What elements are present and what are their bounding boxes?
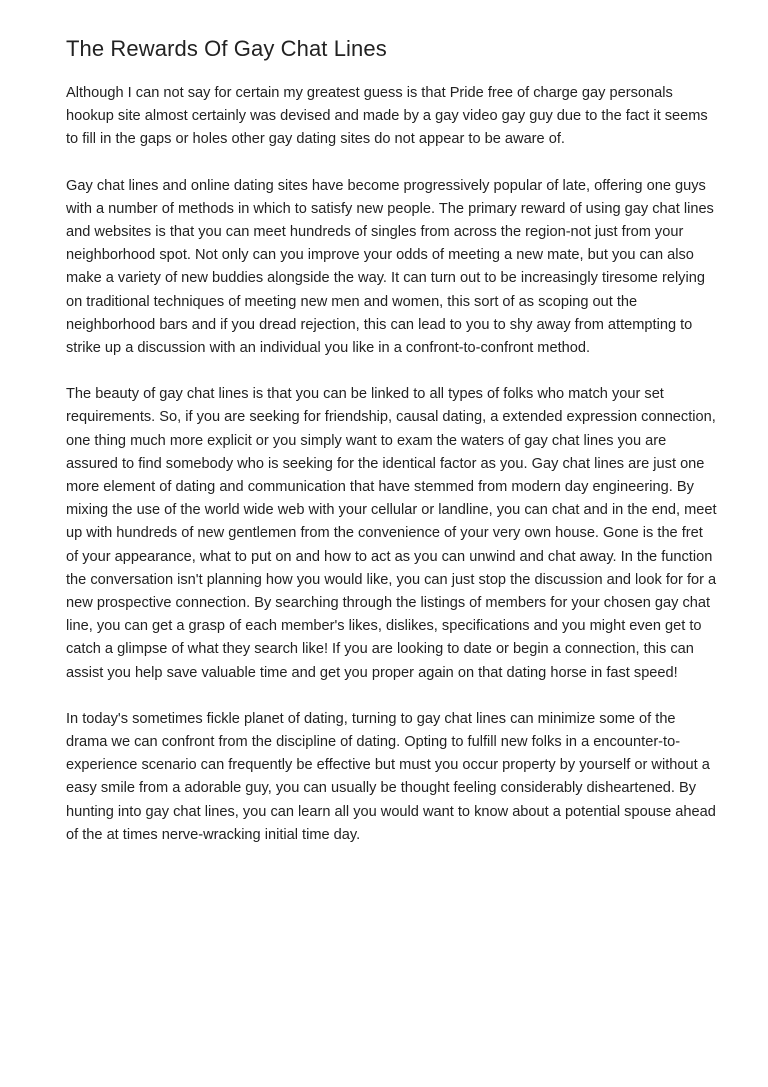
paragraph-1: Although I can not say for certain my greatest guess is that Pride free of charge gay personals hookup site almost certainly was devised and made by a gay video gay guy due to the fact it seems to fill in the gaps or holes other gay dating sites do not appear to be aware of. — [66, 85, 708, 148]
page-title: The Rewards Of Gay Chat Lines — [66, 36, 387, 61]
paragraph-4: In today's sometimes fickle planet of dating, turning to gay chat lines can minimize some of the drama we can confront from the discipline of dating. Opting to fulfill new folks in a encounter-to-experience scenario can frequently be effective but must you occur property by yourself or without a easy smile from a adorable guy, you can usually be thought feeling considerably disheartened. By hunting into gay chat lines, you can learn all you would want to know about a potential spouse ahead of the at times nerve-wracking initial time day. — [66, 710, 716, 843]
paragraph-3: The beauty of gay chat lines is that you can be linked to all types of folks who match your set requirements. So, if you are seeking for friendship, causal dating, a extended expression connection, one thing much more explicit or you simply want to exam the waters of gay chat lines you are assured to find somebody who is seeking for the identical factor as you. Gay chat lines are just one more element of dating and communication that have stemmed from modern day engineering. By mixing the use of the world wide web with your cellular or landline, you can chat and in the end, meet up with hundreds of new gentlemen from the convenience of your very own house. Gone is the fret of your appearance, what to put on and how to act as you can unwind and chat away. In the function the conversation isn't planning how you would like, you can just stop the discussion and look for for a new prospective connection. By searching through the listings of members for your chosen gay chat line, you can get a grasp of each member's likes, dislikes, specifications and you might even get to catch a glimpse of what they search like! If you are looking to date or begin a connection, this can assist you help save valuable time and get you proper again on that dating horse in fast speed! — [66, 386, 717, 681]
paragraph-2: Gay chat lines and online dating sites have become progressively popular of late, offering one guys with a number of methods in which to satisfy new people. The primary reward of using gay chat lines and websites is that you can meet hundreds of singles from across the region-not just from your neighborhood spot. Not only can you improve your odds of meeting a new mate, but you can also make a variety of new buddies alongside the way. It can turn out to be increasingly tiresome relying on traditional techniques of meeting new men and women, this sort of as scoping out the neighborhood bars and if you dread rejection, this can lead to you to shy away from attempting to strike up a discussion with an individual you like in a confront-to-confront method. — [66, 177, 714, 357]
